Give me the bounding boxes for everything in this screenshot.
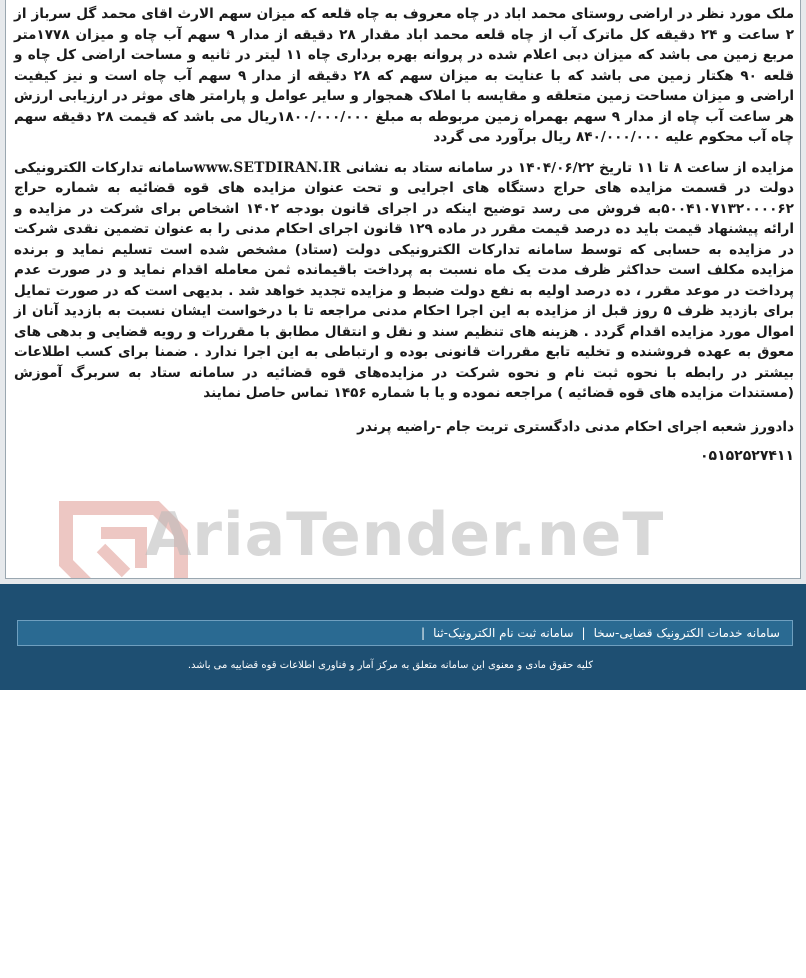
announcement-body <box>14 4 794 466</box>
footer-separator: | <box>581 626 586 640</box>
phone-number: ۰۵۱۵۲۵۲۷۴۱۱ <box>700 447 794 464</box>
signature-line: دادورز شعبه اجرای احکام مدنی دادگستری تربت جام -راضیه پرندر <box>357 418 794 435</box>
property-description: ملک مورد نظر در اراضی روستای محمد اباد در چاه معروف به چاه قلعه که میزان سهم الارث اقای محمد گل سرباز از ۲ ساعت و ۲۴ دقیقه کل ماترک آب از چاه قلعه محمد اباد مقدار ۲۸ دقیقه از مدار ۹ سهم آب چاه و میزان ۱۷۷۸متر مربع زمین می باشد که میزان دبی اعلام شده در پروانه بهره برداری چاه ۱۱ لیتر در ثانیه و مساحت اراضی کل چاه و قلعه ۹۰ هکتار زمین می باشد که با عنایت به میزان سهم که ۲۸ دقیقه از مدار ۹ سهم آب چاه است و نیز کیفیت اراضی و میزان مساحت زمین متعلقه و مقایسه با املاک همجوار و سایر عوامل و پارامتر های موثر در ارزیابی ارزش هر ساعت آب چاه از مدار ۹ سهم بهمراه زمین مربوطه به مبلغ ۱۸۰۰/۰۰۰/۰۰۰ریال می باشد که قیمت ۲۸ دقیقه سهم چاه آب محکوم علیه ۸۴۰/۰۰۰/۰۰۰ ریال برآورد می گردد <box>14 6 795 145</box>
footer-copyright: کلیه حقوق مادی و معنوی این سامانه متعلق به مرکز آمار و فناوری اطلاعات قوه قضاییه می باشد. <box>187 660 593 671</box>
auction-terms-text: سامانه تدارکات الکترونیکی دولت در قسمت مزایده های حراج دستگاه های اجرایی و تحت عنوان مزایده های قوه قضائیه به شماره حراج ۵۰۰۴۱۰۷۱۳۲۰۰۰۰۶۲به فروش می رسد توضیح اینکه در اجرای قانون بودجه ۱۴۰۲ اشخاص برای شرکت در مزایده و ارائه پیشنهاد قیمت باید ده درصد قیمت مقرر در ماده ۱۲۹ قانون اجرای احکام مدنی را به عنوان تضمین نقدی شرکت در مزایده به حسابی که توسط سامانه تدارکات الکترونیکی دولت (ستاد) مشخص شده است تسلیم نماید و برنده مزایده مکلف است حداکثر ظرف مدت یک ماه نسبت به پرداخت باقیمانده ثمن معامله اقدام نماید و در صورت عدم پرداخت در موعد مقرر ، ده درصد اولیه به نفع دولت ضبط و مزایده تجدید خواهد شد . بدیهی است که در صورت تمایل برای بازدید ظرف ۵ روز قبل از مزایده به این اجرا احکام مدنی مراجعه تا با درخواست ایشان نسبت به بازدید آنان از اموال مورد مزایده اقدام گردد . هزینه های تنظیم سند و نقل و انتقال مطابق با مقررات و رویه قضایی و بدهی های معوق به عهده فروشنده و تخلیه تابع مقررات قانونی بوده و ارتباطی به این اجرا ندارد . ضمنا برای کسب اطلاعات بیشتر در رابطه با نحوه ثبت نام و نحوه شرکت در مزایده‌های قوه قضائیه در سامانه ستاد به سربرگ آموزش (مستندات مزایده های قوه قضائیه ) مراجعه نموده و یا با شماره ۱۴۵۶ تماس حاصل نمایند <box>14 159 794 401</box>
watermark-text: AriaTender.neT <box>145 500 665 570</box>
auction-details <box>14 158 794 404</box>
footer-link-sakha[interactable]: سامانه خدمات الکترونیک قضایی-سخا <box>593 626 780 640</box>
ariatender-logo-icon <box>46 488 766 579</box>
footer-links-bar <box>17 620 793 646</box>
footer-link-sana[interactable]: سامانه ثبت نام الکترونیک-ثنا <box>433 626 574 640</box>
announcement-panel <box>5 0 801 579</box>
auction-time-text: مزایده از ساعت ۸ تا ۱۱ تاریخ ۱۴۰۴/۰۶/۲۲ در سامانه ستاد به نشانی <box>340 159 794 176</box>
footer-separator: | <box>421 626 426 640</box>
setad-site-link[interactable]: www.SETDIRAN.IR <box>193 159 341 176</box>
